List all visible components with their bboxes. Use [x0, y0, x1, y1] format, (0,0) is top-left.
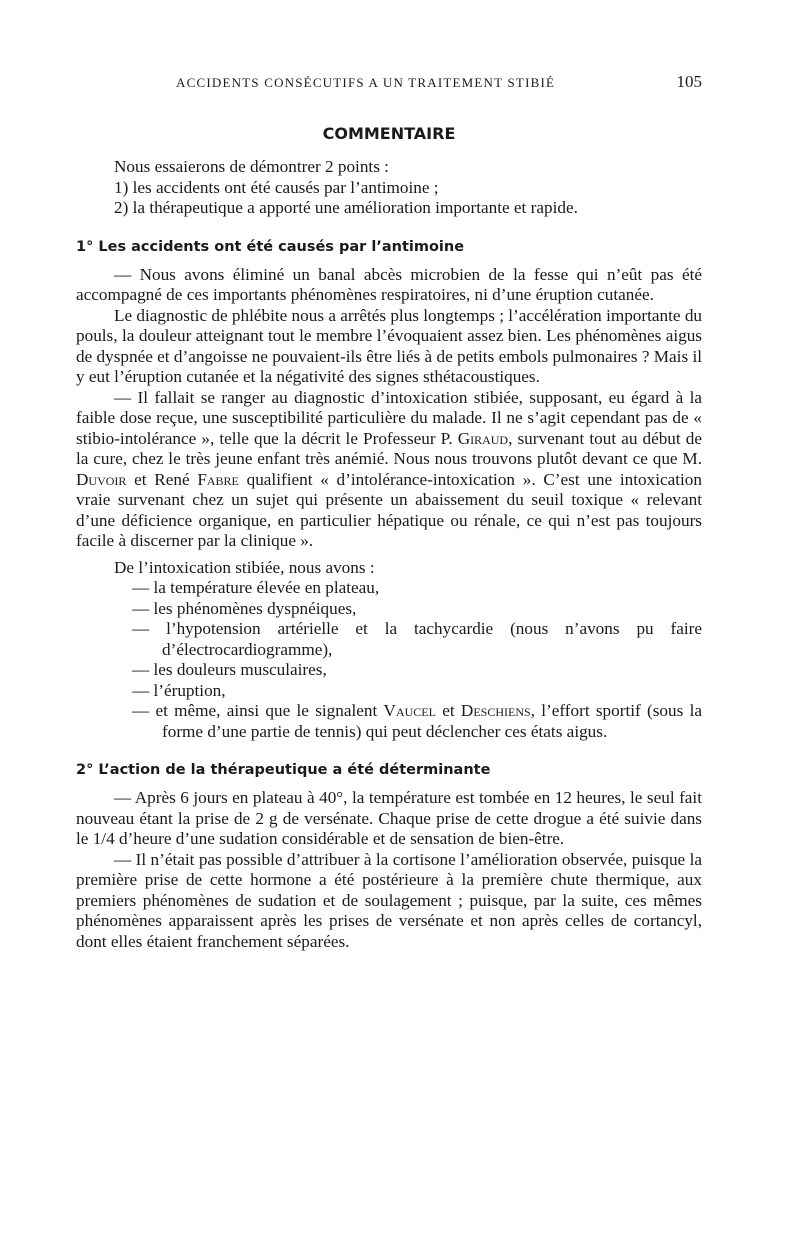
section-title: COMMENTAIRE	[322, 124, 456, 143]
running-header	[76, 72, 702, 96]
text-run: et	[435, 701, 461, 720]
list-item: — les douleurs musculaires,	[132, 660, 327, 679]
paragraph: — Nous avons éliminé un banal abcès microbien de la fesse qui n’eût pas été accompagné de ces importants phénomènes respiratoires, ni d’une éruption cutanée.	[76, 264, 702, 304]
paragraph: Le diagnostic de phlébite nous a arrêtés plus longtemps ; l’accélération importante du pouls, la douleur atteignant tout le membre l’évoquaient assez bien. Les phénomènes aigus de dyspnée et d’angoisse ne pouvaient-ils être liés à de petits embols pulmonaires ? Mais il y eut l’éruption cutanée et la négativité des signes sthétacoustiques.	[76, 305, 703, 386]
author-name: Deschiens	[460, 701, 531, 720]
point-item: 1) les accidents ont été causés par l’antimoine ;	[114, 177, 439, 197]
page-number: 105	[676, 72, 702, 91]
text-run: , survenant tout au début de la cure, chez le très jeune enfant très anémié. Nous nous trouvons plutôt devant ce que M.	[76, 428, 702, 468]
text-run: — et même, ainsi que le signalent	[132, 701, 384, 720]
list-item	[132, 701, 702, 742]
list-item: — l’éruption,	[132, 680, 226, 700]
section-1-heading: 1° Les accidents ont été causés par l’antimoine	[76, 238, 465, 255]
list-item: — l’hypotension artérielle et la tachycardie (nous n’avons pu faire d’électrocardiogramme),	[132, 619, 702, 659]
list-item: — la température élevée en plateau,	[132, 578, 380, 597]
text-run: , l’effort sportif (sous la forme d’une partie de tennis) qui peut déclencher ces états aigus.	[162, 701, 702, 741]
paragraph: — Il n’était pas possible d’attribuer à la cortisone l’amélioration observée, puisque la première prise de cette hormone a été postérieure à la première chute thermique, aux premiers phénomènes de sudation et de soulagement ; puisque, par la suite, ces mêmes phénomènes apparaissent après les prises de versénate et non après celles de cortancyl, dont elles étaient franchement séparées.	[76, 849, 702, 951]
document-page	[76, 72, 702, 952]
list-item: — les phénomènes dyspnéiques,	[132, 598, 357, 618]
author-name: Giraud	[457, 428, 509, 448]
author-name: Vaucel	[383, 701, 436, 720]
paragraph	[76, 388, 702, 552]
text-run: et René	[126, 469, 198, 489]
paragraph: — Après 6 jours en plateau à 40°, la température est tombée en 12 heures, le seul fait nouveau étant la prise de 2 g de versénate. Chaque prise de cette drogue a été suivie dans le 1/4 d’heure d’une sudation considérable et de sensation de bien-être.	[76, 788, 702, 848]
author-name: Duvoir	[76, 469, 127, 489]
paragraph: De l’intoxication stibiée, nous avons :	[114, 557, 375, 577]
point-item: 2) la thérapeutique a apporté une amélioration importante et rapide.	[114, 198, 578, 217]
text-run: qualifient « d’intolérance-intoxication ». C’est une intoxication vraie survenant chez un sujet qui présente un abaissement du seuil toxique « relevant d’une déficience organique, en particulier hépatique ou rénale, ce qui n’est pas toujours facile à discerner par la clinique ».	[76, 469, 702, 550]
intro-paragraph: Nous essaierons de démontrer 2 points :	[114, 157, 389, 176]
author-name: Fabre	[197, 469, 239, 489]
section-2-heading: 2° L’action de la thérapeutique a été déterminante	[76, 762, 491, 778]
running-title: ACCIDENTS CONSÉCUTIFS A UN TRAITEMENT STIBIÉ	[176, 75, 556, 90]
text-run: — Il fallait se ranger au diagnostic d’intoxication stibiée, supposant, eu égard à la faible dose reçue, une susceptibilité particulière du malade. Il ne s’agit cependant pas de « stibio-intolérance », telle que la décrit le Professeur P.	[76, 387, 702, 448]
